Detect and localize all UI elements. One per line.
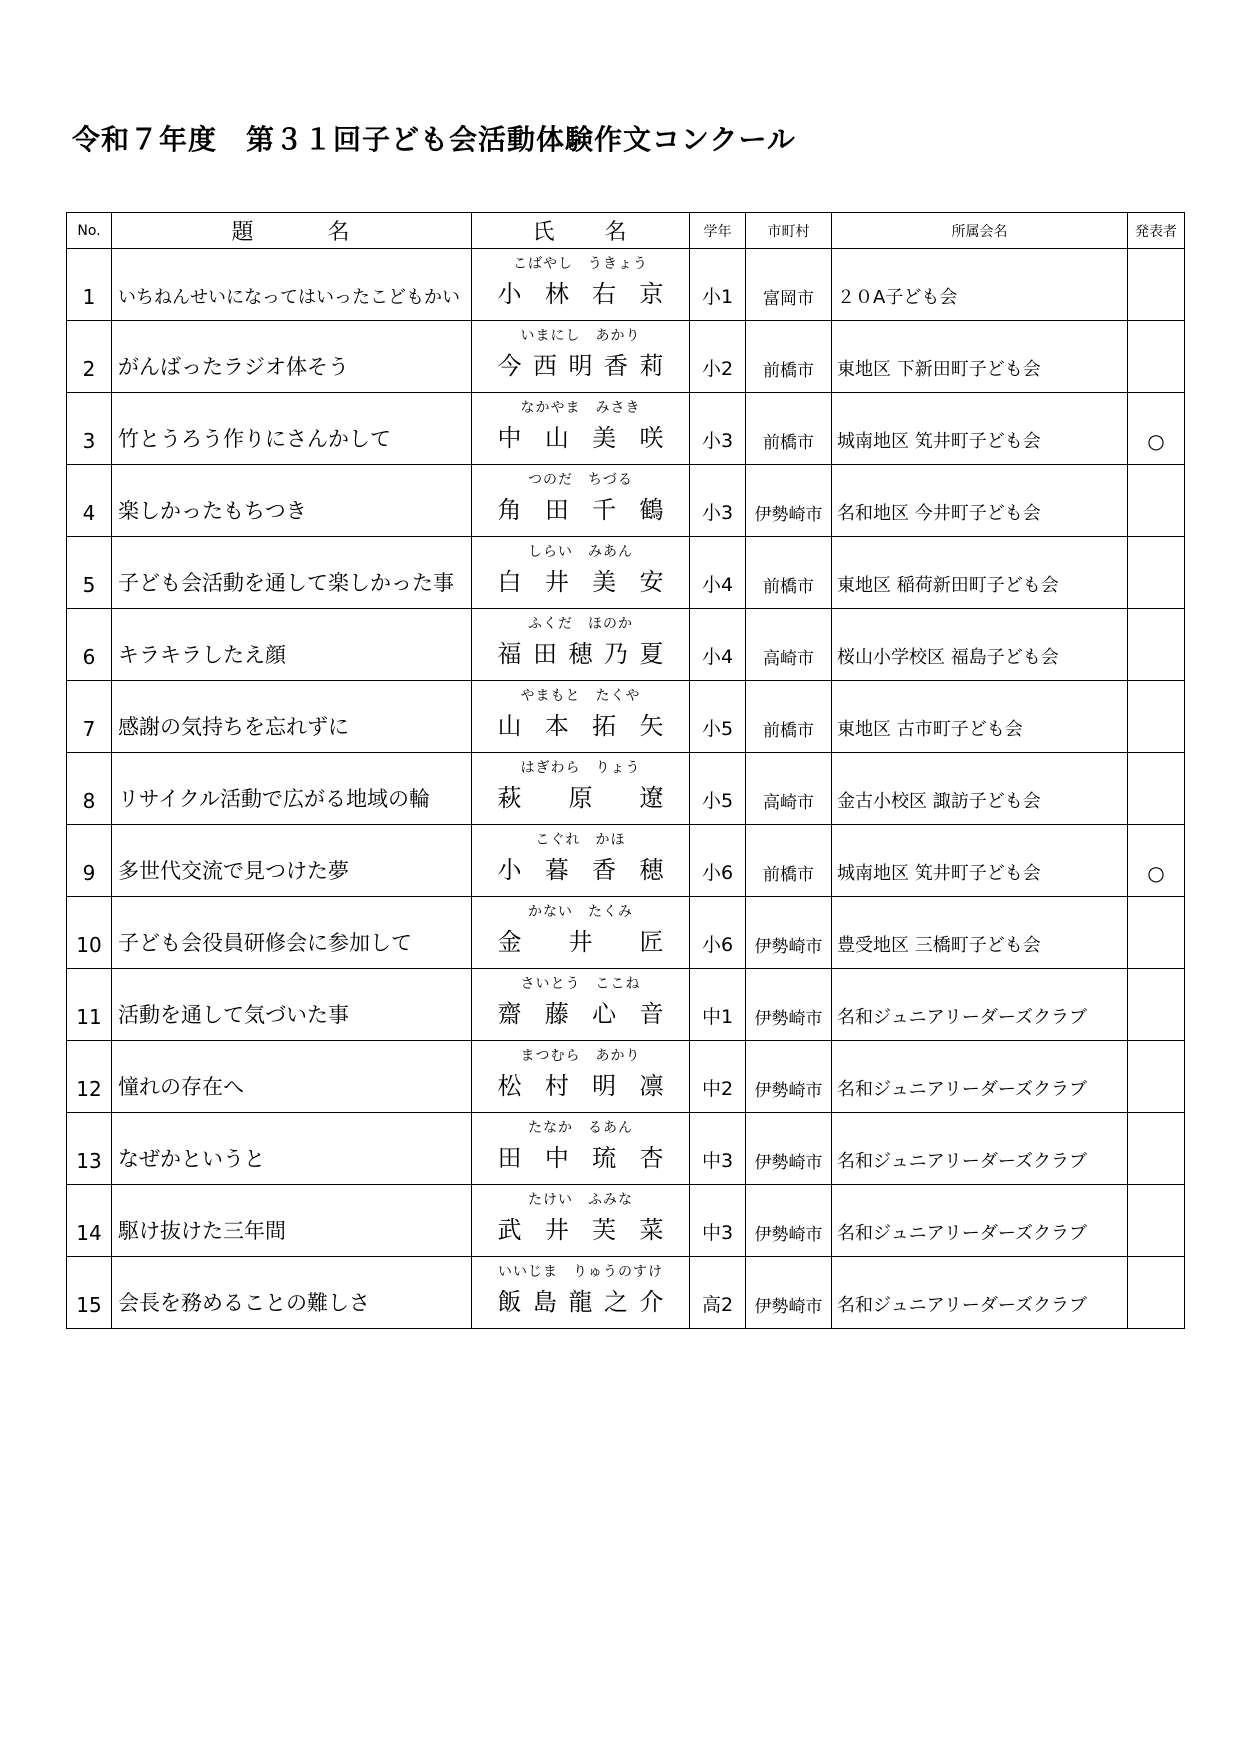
table-row xyxy=(67,825,1185,897)
grade: 小4 xyxy=(690,537,746,609)
grade: 小5 xyxy=(690,753,746,825)
organization: 名和ジュニアリーダーズクラブ xyxy=(832,1257,1128,1329)
table-row xyxy=(67,753,1185,825)
essay-title: がんばったラジオ体そう xyxy=(112,321,472,393)
table-row xyxy=(67,897,1185,969)
row-number: 2 xyxy=(67,321,112,393)
author-name-cell xyxy=(472,249,690,321)
grade: 高2 xyxy=(690,1257,746,1329)
essay-title: いちねんせいになってはいったこどもかい xyxy=(112,249,472,321)
author-name-cell xyxy=(472,393,690,465)
author-name-furigana: まつむら あかり xyxy=(520,1048,641,1064)
organization: 東地区 古市町子ども会 xyxy=(832,681,1128,753)
table-row xyxy=(67,393,1185,465)
row-number: 12 xyxy=(67,1041,112,1113)
table-row xyxy=(67,681,1185,753)
organization: 名和地区 今井町子ども会 xyxy=(832,465,1128,537)
organization: 名和ジュニアリーダーズクラブ xyxy=(832,1113,1128,1185)
table-row xyxy=(67,609,1185,681)
author-name: 武井芙菜 xyxy=(497,1216,664,1244)
municipality: 前橋市 xyxy=(746,537,832,609)
header-city: 市町村 xyxy=(746,213,832,249)
author-name-furigana: いいじま りゅうのすけ xyxy=(498,1264,663,1280)
table-row xyxy=(67,321,1185,393)
author-name: 金井匠 xyxy=(497,928,664,956)
presenter-mark xyxy=(1128,249,1185,321)
author-name-furigana: たけい ふみな xyxy=(528,1192,633,1208)
row-number: 15 xyxy=(67,1257,112,1329)
author-name: 松村明凛 xyxy=(497,1072,664,1100)
author-name: 小林右京 xyxy=(497,280,664,308)
author-name-cell xyxy=(472,1113,690,1185)
organization: ２０A子ども会 xyxy=(832,249,1128,321)
table-row xyxy=(67,1113,1185,1185)
presenter-mark xyxy=(1128,321,1185,393)
municipality: 前橋市 xyxy=(746,321,832,393)
author-name-cell xyxy=(472,1185,690,1257)
author-name: 福田穂乃夏 xyxy=(497,640,664,668)
essay-title: 憧れの存在へ xyxy=(112,1041,472,1113)
header-title: 題 名 xyxy=(112,213,472,249)
municipality: 伊勢崎市 xyxy=(746,1041,832,1113)
grade: 小3 xyxy=(690,393,746,465)
organization: 豊受地区 三橋町子ども会 xyxy=(832,897,1128,969)
presenter-mark xyxy=(1128,969,1185,1041)
essay-title: 会長を務めることの難しさ xyxy=(112,1257,472,1329)
municipality: 高崎市 xyxy=(746,609,832,681)
presenter-mark xyxy=(1128,1113,1185,1185)
organization: 名和ジュニアリーダーズクラブ xyxy=(832,1041,1128,1113)
author-name: 白井美安 xyxy=(497,568,664,596)
table-row xyxy=(67,465,1185,537)
table-row xyxy=(67,537,1185,609)
municipality: 伊勢崎市 xyxy=(746,1185,832,1257)
header-no: No. xyxy=(67,213,112,249)
author-name-cell xyxy=(472,465,690,537)
author-name: 齋藤心音 xyxy=(497,1000,664,1028)
grade: 小1 xyxy=(690,249,746,321)
organization: 桜山小学校区 福島子ども会 xyxy=(832,609,1128,681)
essay-title: なぜかというと xyxy=(112,1113,472,1185)
organization: 名和ジュニアリーダーズクラブ xyxy=(832,969,1128,1041)
presenter-mark xyxy=(1128,1185,1185,1257)
presenter-mark xyxy=(1128,537,1185,609)
row-number: 3 xyxy=(67,393,112,465)
table-header-row xyxy=(67,213,1185,249)
author-name-cell xyxy=(472,753,690,825)
header-org: 所属会名 xyxy=(832,213,1128,249)
presenter-mark xyxy=(1128,465,1185,537)
author-name: 山本拓矢 xyxy=(497,712,664,740)
author-name-cell xyxy=(472,681,690,753)
row-number: 1 xyxy=(67,249,112,321)
author-name-cell xyxy=(472,609,690,681)
municipality: 高崎市 xyxy=(746,753,832,825)
presenter-mark xyxy=(1128,1041,1185,1113)
municipality: 前橋市 xyxy=(746,825,832,897)
presenter-mark xyxy=(1128,897,1185,969)
author-name-cell xyxy=(472,1041,690,1113)
municipality: 伊勢崎市 xyxy=(746,465,832,537)
row-number: 11 xyxy=(67,969,112,1041)
author-name-furigana: こばやし うきょう xyxy=(513,256,648,272)
table-row xyxy=(67,249,1185,321)
table-body xyxy=(67,249,1185,1329)
grade: 小3 xyxy=(690,465,746,537)
organization: 城南地区 笂井町子ども会 xyxy=(832,825,1128,897)
header-grade: 学年 xyxy=(690,213,746,249)
author-name-cell xyxy=(472,825,690,897)
essay-title: 活動を通して気づいた事 xyxy=(112,969,472,1041)
municipality: 伊勢崎市 xyxy=(746,897,832,969)
row-number: 5 xyxy=(67,537,112,609)
header-name: 氏 名 xyxy=(472,213,690,249)
essay-title: リサイクル活動で広がる地域の輪 xyxy=(112,753,472,825)
table-row xyxy=(67,1185,1185,1257)
row-number: 7 xyxy=(67,681,112,753)
organization: 名和ジュニアリーダーズクラブ xyxy=(832,1185,1128,1257)
presenter-mark xyxy=(1128,681,1185,753)
essay-title: 楽しかったもちつき xyxy=(112,465,472,537)
grade: 小2 xyxy=(690,321,746,393)
author-name-furigana: かない たくみ xyxy=(528,904,633,920)
grade: 中1 xyxy=(690,969,746,1041)
municipality: 前橋市 xyxy=(746,681,832,753)
author-name-cell xyxy=(472,321,690,393)
entry-table xyxy=(66,212,1185,1329)
grade: 小4 xyxy=(690,609,746,681)
author-name: 今西明香莉 xyxy=(497,352,664,380)
row-number: 4 xyxy=(67,465,112,537)
author-name-furigana: ふくだ ほのか xyxy=(528,616,633,632)
author-name-furigana: なかやま みさき xyxy=(520,400,641,416)
author-name-furigana: やまもと たくや xyxy=(520,688,641,704)
row-number: 9 xyxy=(67,825,112,897)
municipality: 前橋市 xyxy=(746,393,832,465)
author-name-cell xyxy=(472,897,690,969)
presenter-mark: ○ xyxy=(1128,393,1185,465)
presenter-mark: ○ xyxy=(1128,825,1185,897)
author-name-furigana: つのだ ちづる xyxy=(528,472,633,488)
author-name-furigana: さいとう ここね xyxy=(520,976,641,992)
presenter-mark xyxy=(1128,1257,1185,1329)
row-number: 13 xyxy=(67,1113,112,1185)
table-row xyxy=(67,969,1185,1041)
organization: 金古小校区 諏訪子ども会 xyxy=(832,753,1128,825)
municipality: 伊勢崎市 xyxy=(746,969,832,1041)
essay-title: 感謝の気持ちを忘れずに xyxy=(112,681,472,753)
author-name-cell xyxy=(472,969,690,1041)
essay-title: 子ども会役員研修会に参加して xyxy=(112,897,472,969)
organization: 東地区 稲荷新田町子ども会 xyxy=(832,537,1128,609)
author-name: 小暮香穂 xyxy=(497,856,664,884)
row-number: 8 xyxy=(67,753,112,825)
author-name-furigana: いまにし あかり xyxy=(520,328,641,344)
row-number: 14 xyxy=(67,1185,112,1257)
page-title: 令和７年度 第３１回子ども会活動体験作文コンクール xyxy=(72,123,796,156)
author-name-furigana: こぐれ かほ xyxy=(535,832,626,848)
table-row xyxy=(67,1257,1185,1329)
author-name: 萩原遼 xyxy=(497,784,664,812)
essay-title: 竹とうろう作りにさんかして xyxy=(112,393,472,465)
author-name-furigana: はぎわら りょう xyxy=(520,760,641,776)
author-name-furigana: たなか るあん xyxy=(528,1120,633,1136)
grade: 小5 xyxy=(690,681,746,753)
grade: 小6 xyxy=(690,897,746,969)
grade: 中2 xyxy=(690,1041,746,1113)
author-name: 角田千鶴 xyxy=(497,496,664,524)
header-presenter: 発表者 xyxy=(1128,213,1185,249)
organization: 城南地区 笂井町子ども会 xyxy=(832,393,1128,465)
municipality: 伊勢崎市 xyxy=(746,1257,832,1329)
presenter-mark xyxy=(1128,753,1185,825)
essay-title: キラキラしたえ顔 xyxy=(112,609,472,681)
table-row xyxy=(67,1041,1185,1113)
author-name-furigana: しらい みあん xyxy=(528,544,633,560)
municipality: 富岡市 xyxy=(746,249,832,321)
municipality: 伊勢崎市 xyxy=(746,1113,832,1185)
author-name: 中山美咲 xyxy=(497,424,664,452)
presenter-mark xyxy=(1128,609,1185,681)
author-name-cell xyxy=(472,1257,690,1329)
author-name: 田中琉杏 xyxy=(497,1144,664,1172)
grade: 中3 xyxy=(690,1113,746,1185)
row-number: 6 xyxy=(67,609,112,681)
grade: 中3 xyxy=(690,1185,746,1257)
essay-title: 駆け抜けた三年間 xyxy=(112,1185,472,1257)
essay-title: 子ども会活動を通して楽しかった事 xyxy=(112,537,472,609)
row-number: 10 xyxy=(67,897,112,969)
author-name: 飯島龍之介 xyxy=(497,1288,664,1316)
grade: 小6 xyxy=(690,825,746,897)
essay-title: 多世代交流で見つけた夢 xyxy=(112,825,472,897)
organization: 東地区 下新田町子ども会 xyxy=(832,321,1128,393)
author-name-cell xyxy=(472,537,690,609)
